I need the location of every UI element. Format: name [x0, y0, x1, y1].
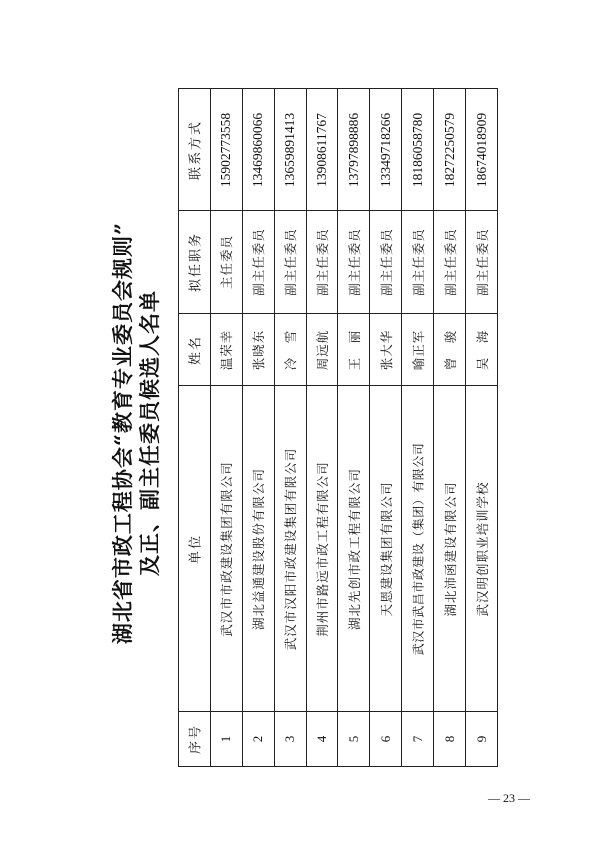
position-cell: 副主任委员	[466, 211, 498, 314]
unit-cell: 荆州市路远市政工程有限公司	[306, 386, 338, 712]
position-cell: 副主任委员	[402, 211, 434, 314]
contact-cell: 13659891413	[274, 89, 306, 211]
position-cell: 副主任委员	[370, 211, 402, 314]
contact-cell: 18186058780	[402, 89, 434, 211]
candidate-table	[178, 88, 498, 767]
seq-cell: 4	[306, 712, 338, 767]
unit-cell: 武汉明创职业培训学校	[466, 386, 498, 712]
document-title	[105, 200, 165, 665]
header-unit: 单位	[179, 386, 211, 712]
contact-cell: 13908611767	[306, 89, 338, 211]
seq-cell: 1	[210, 712, 242, 767]
name-cell: 冷 雪	[274, 314, 306, 386]
page-number: — 23 —	[488, 791, 530, 805]
seq-cell: 3	[274, 712, 306, 767]
seq-cell: 6	[370, 712, 402, 767]
unit-cell: 湖北益通建设股份有限公司	[242, 386, 274, 712]
name-row	[179, 314, 498, 386]
header-position: 拟任职务	[179, 211, 211, 314]
contact-cell: 13469860066	[242, 89, 274, 211]
position-cell: 副主任委员	[434, 211, 466, 314]
position-cell: 副主任委员	[306, 211, 338, 314]
seq-cell: 5	[338, 712, 370, 767]
unit-cell: 武汉市武昌市政建设（集团）有限公司	[402, 386, 434, 712]
name-cell: 吴 海	[466, 314, 498, 386]
name-cell: 温荣幸	[210, 314, 242, 386]
seq-cell: 2	[242, 712, 274, 767]
header-name: 姓名	[179, 314, 211, 386]
unit-cell: 湖北先创市政工程有限公司	[338, 386, 370, 712]
name-cell: 曾 骏	[434, 314, 466, 386]
unit-cell: 湖北沛函建设有限公司	[434, 386, 466, 712]
unit-cell: 武汉市市政建设集团有限公司	[210, 386, 242, 712]
contact-cell: 13797898886	[338, 89, 370, 211]
position-cell: 副主任委员	[242, 211, 274, 314]
title-line-1: 湖北省市政工程协会“教育专业委员会规则”	[110, 221, 135, 644]
name-cell: 喻正军	[402, 314, 434, 386]
position-cell: 主任委员	[210, 211, 242, 314]
name-cell: 周远航	[306, 314, 338, 386]
unit-cell: 天恩建设集团有限公司	[370, 386, 402, 712]
unit-cell: 武汉市汉阳市政建设集团有限公司	[274, 386, 306, 712]
name-cell: 王 丽	[338, 314, 370, 386]
header-seq: 序号	[179, 712, 211, 767]
position-row	[179, 211, 498, 314]
seq-cell: 9	[466, 712, 498, 767]
name-cell: 张晓东	[242, 314, 274, 386]
seq-row	[179, 712, 498, 767]
header-contact: 联系方式	[179, 89, 211, 211]
position-cell: 副主任委员	[338, 211, 370, 314]
title-line-2: 及正、副主任委员候选人名单	[137, 289, 162, 576]
seq-cell: 7	[402, 712, 434, 767]
contact-cell: 15902773558	[210, 89, 242, 211]
contact-cell: 13349718266	[370, 89, 402, 211]
name-cell: 张大华	[370, 314, 402, 386]
position-cell: 副主任委员	[274, 211, 306, 314]
unit-row	[179, 386, 498, 712]
seq-cell: 8	[434, 712, 466, 767]
contact-cell: 18272250579	[434, 89, 466, 211]
contact-cell: 18674018909	[466, 89, 498, 211]
contact-row	[179, 89, 498, 211]
